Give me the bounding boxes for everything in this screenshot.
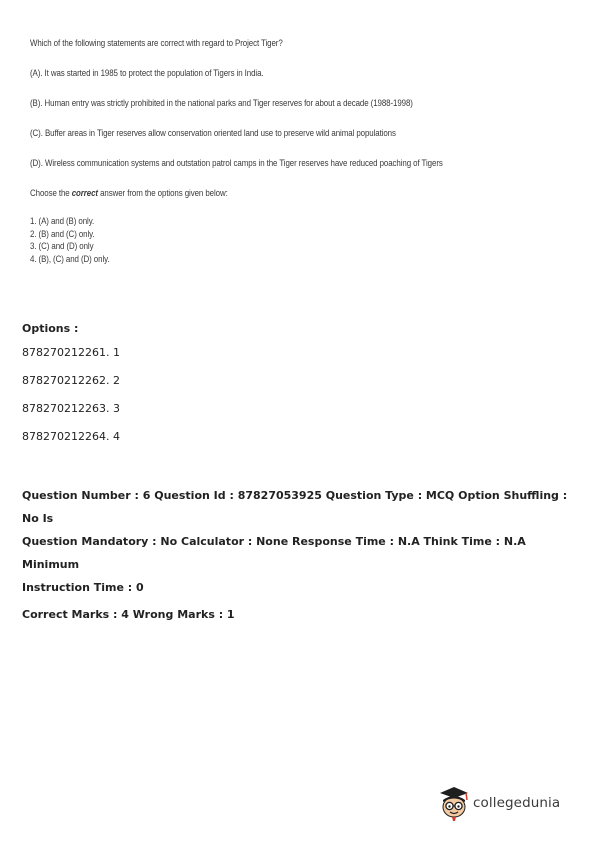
answer-instruction (30, 188, 505, 199)
options-title: Options : (22, 322, 79, 335)
brand-name: collegedunia (473, 795, 561, 811)
meta-line-3: Instruction Time : 0 (22, 581, 144, 594)
option-item-3: 878270212263. 3 (22, 402, 120, 415)
statement-a: (A). It was started in 1985 to protect the population of Tigers in India. (30, 68, 264, 78)
choice-3: 3. (C) and (D) only (30, 241, 94, 251)
meta-line-2: Question Mandatory : No Calculator : None Response Time : N.A Think Time : N.A Minimum (22, 535, 526, 571)
choice-2: 2. (B) and (C) only. (30, 228, 95, 239)
brand-logo (436, 783, 560, 823)
statement-c: (C). Buffer areas in Tiger reserves allow conservation oriented land use to preserve wild animal populations (30, 128, 396, 138)
meta-line-4: Correct Marks : 4 Wrong Marks : 1 (22, 608, 235, 621)
statement-d: (D). Wireless communication systems and outstation patrol camps in the Tiger reserves have reduced poaching of Tigers (30, 158, 443, 168)
meta-line-1: Question Number : 6 Question Id : 87827053925 Question Type : MCQ Option Shuffling : No Is (22, 489, 568, 525)
question-block (30, 38, 505, 265)
statement-b: (B). Human entry was strictly prohibited in the national parks and Tiger reserves for about a decade (1988-1998) (30, 98, 413, 108)
question-prompt: Which of the following statements are correct with regard to Project Tiger? (30, 38, 283, 48)
choice-list (30, 215, 505, 265)
option-item-4: 878270212264. 4 (22, 430, 120, 443)
instruction-emphasis: correct (71, 188, 98, 198)
owl-mascot-icon (436, 783, 472, 823)
instruction-prefix: Choose the (30, 188, 72, 198)
choice-1: 1. (A) and (B) only. (30, 216, 95, 226)
instruction-suffix: answer from the options given below: (97, 188, 228, 198)
options-block (22, 322, 120, 458)
option-item-1: 878270212261. 1 (22, 346, 120, 359)
question-metadata (22, 484, 582, 626)
option-item-2: 878270212262. 2 (22, 374, 120, 387)
choice-4: 4. (B), (C) and (D) only. (30, 253, 110, 264)
